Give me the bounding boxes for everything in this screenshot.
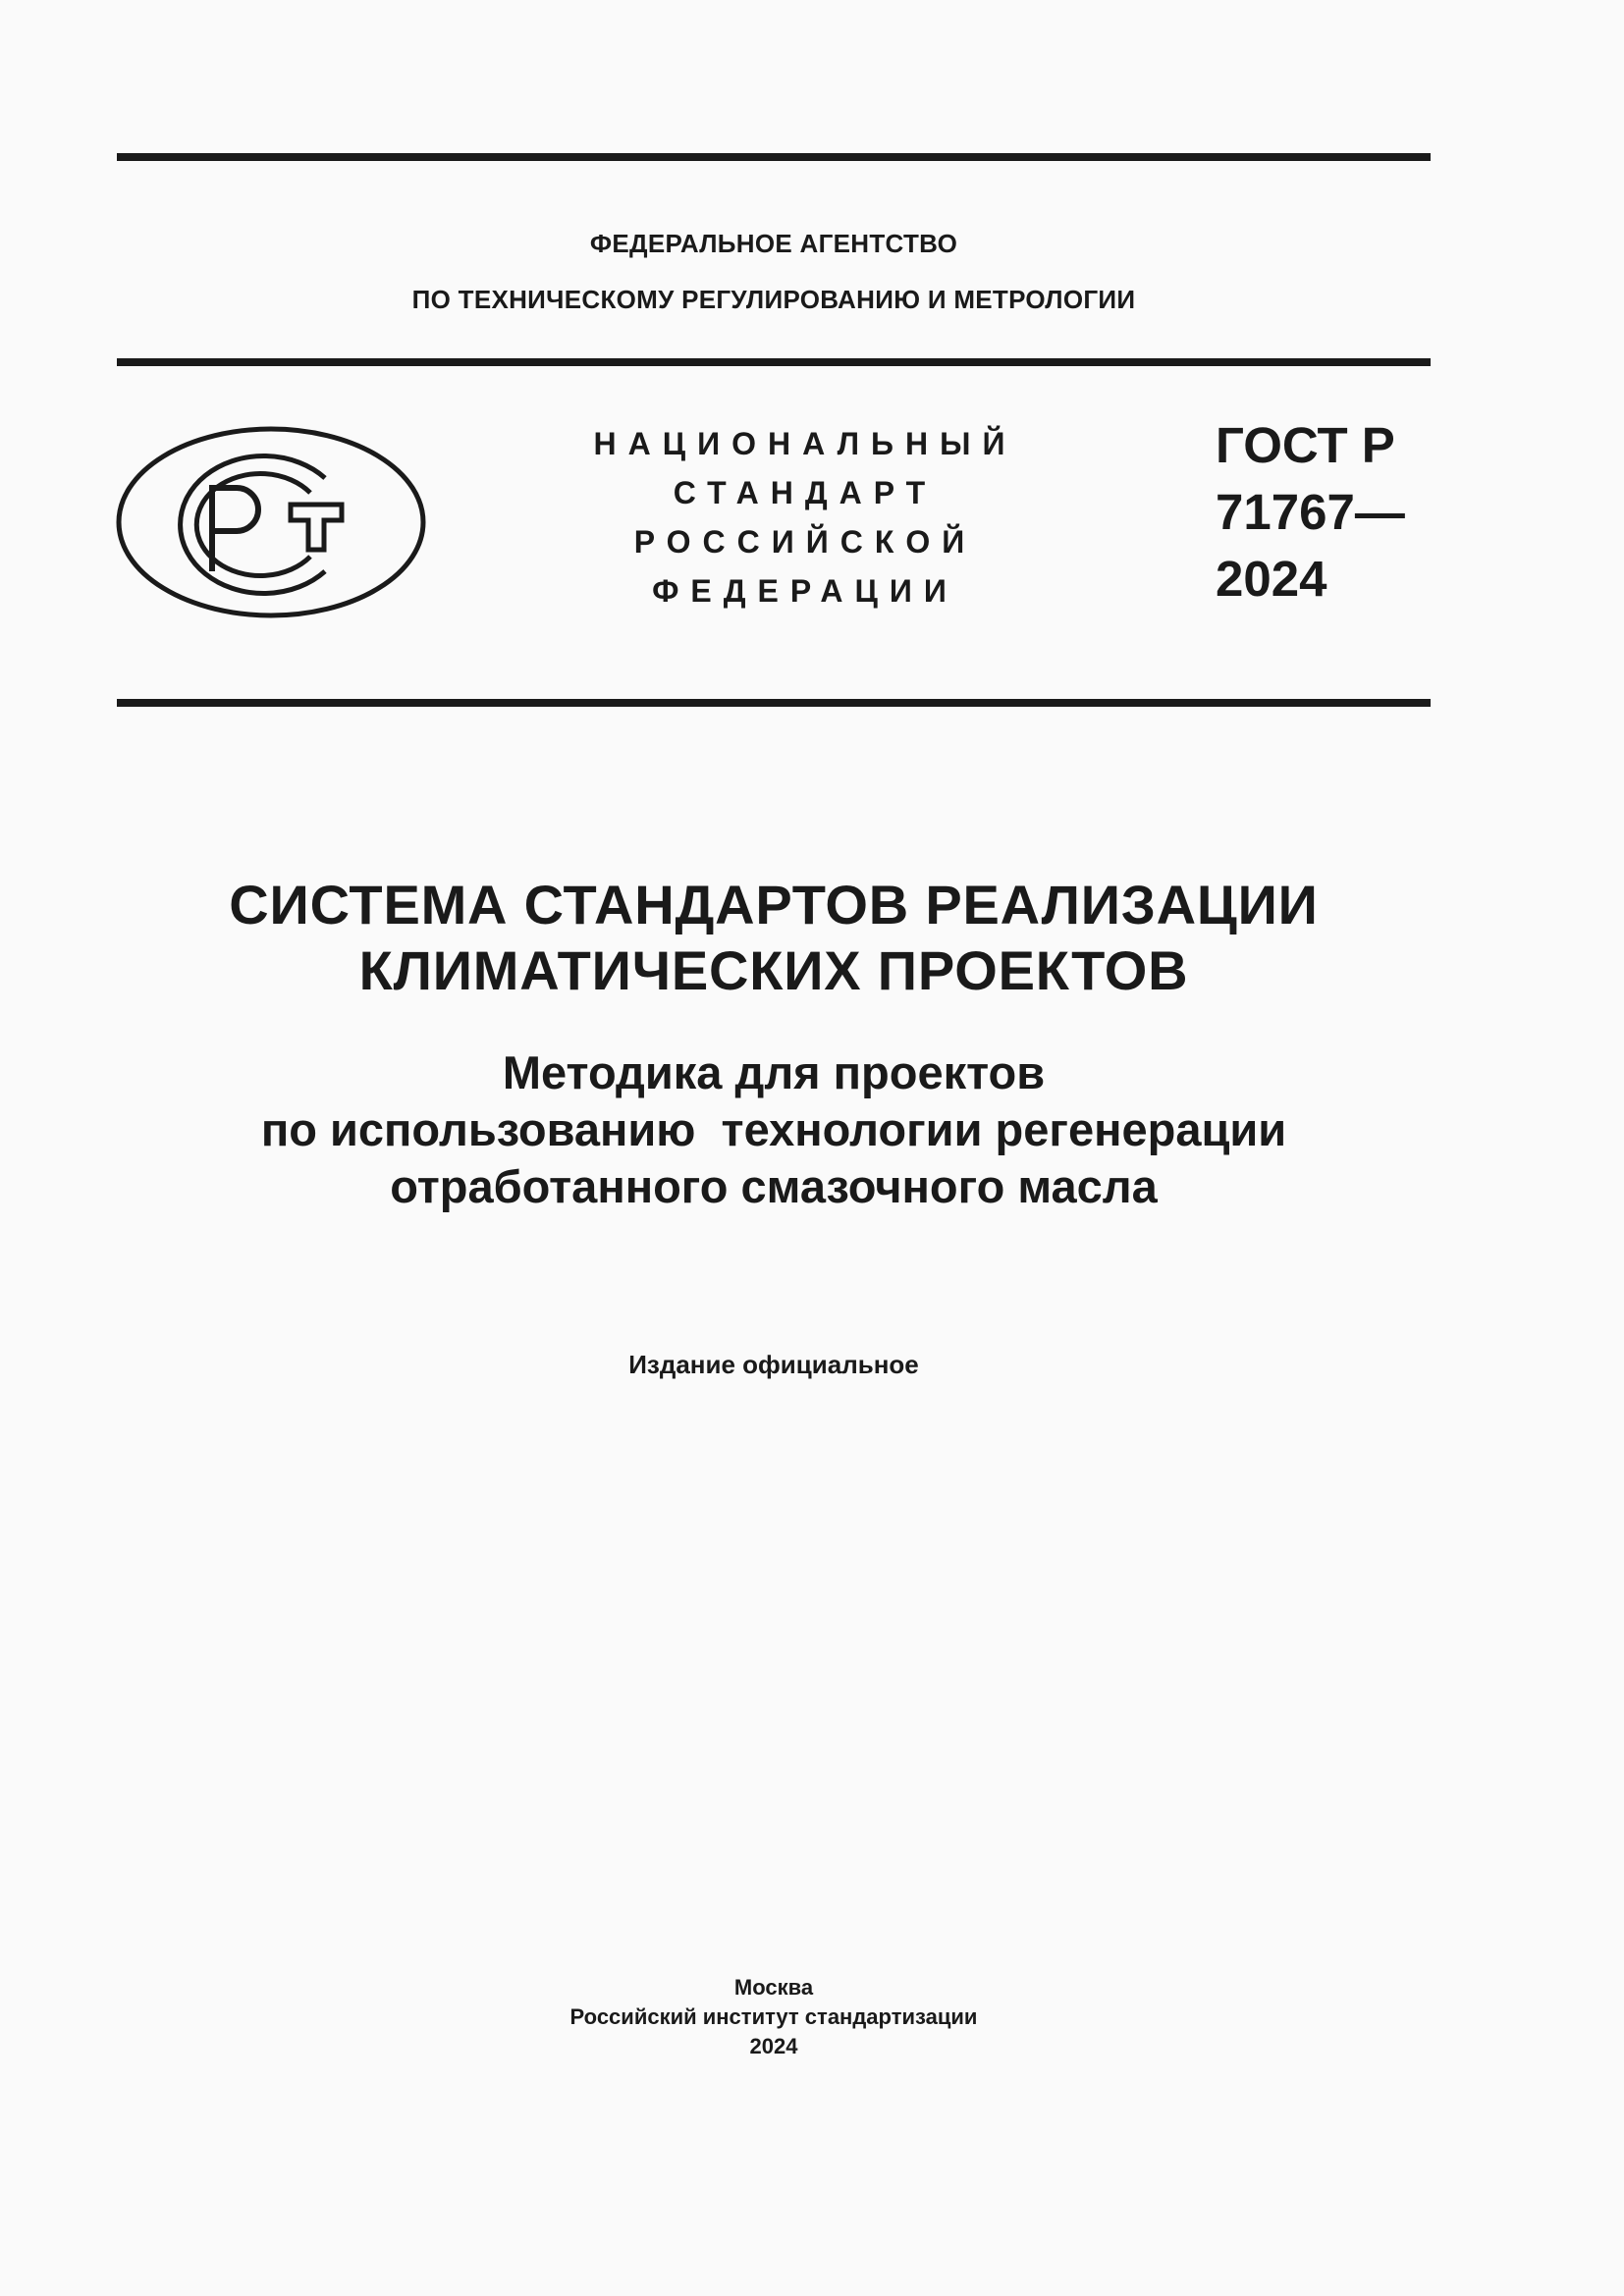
subtitle-line-2: по использованию технологии регенерации <box>260 1103 1287 1155</box>
document-subtitle <box>117 1044 1431 1215</box>
standard-designation <box>1216 412 1451 613</box>
rst-mark-icon <box>114 424 428 620</box>
edition-label: Издание официальное <box>628 1350 919 1379</box>
publisher-institute: Российский институт стандартизации <box>569 2004 978 2029</box>
subtitle-line-3: отработанного смазочного масла <box>390 1160 1158 1212</box>
document-title <box>117 872 1431 1003</box>
publisher-city: Москва <box>733 1975 814 2000</box>
designation-line-3: 2024 <box>1216 551 1327 607</box>
national-standard-line-4: ФЕДЕРАЦИИ <box>652 573 958 609</box>
subtitle-line-1: Методика для проектов <box>502 1046 1046 1098</box>
publisher-block <box>117 1973 1431 2061</box>
national-standard-line-3: РОССИЙСКОЙ <box>633 524 977 560</box>
national-standard-line-2: СТАНДАРТ <box>673 475 938 510</box>
middle-rule <box>117 358 1431 366</box>
agency-line-2: ПО ТЕХНИЧЕСКОМУ РЕГУЛИРОВАНИЮ И МЕТРОЛОГИИ <box>411 285 1136 314</box>
title-line-1: СИСТЕМА СТАНДАРТОВ РЕАЛИЗАЦИИ <box>229 874 1319 935</box>
designation-line-2: 71767— <box>1216 484 1405 540</box>
agency-line-1: ФЕДЕРАЛЬНОЕ АГЕНТСТВО <box>589 229 958 258</box>
national-standard-line-1: НАЦИОНАЛЬНЫЙ <box>593 426 1017 461</box>
designation-line-1: ГОСТ Р <box>1216 417 1395 473</box>
title-line-2: КЛИМАТИЧЕСКИХ ПРОЕКТОВ <box>358 939 1189 1001</box>
agency-header <box>117 216 1431 328</box>
national-standard-label <box>550 419 1060 615</box>
publisher-year: 2024 <box>749 2034 798 2058</box>
bottom-rule <box>117 699 1431 707</box>
top-rule <box>117 153 1431 161</box>
